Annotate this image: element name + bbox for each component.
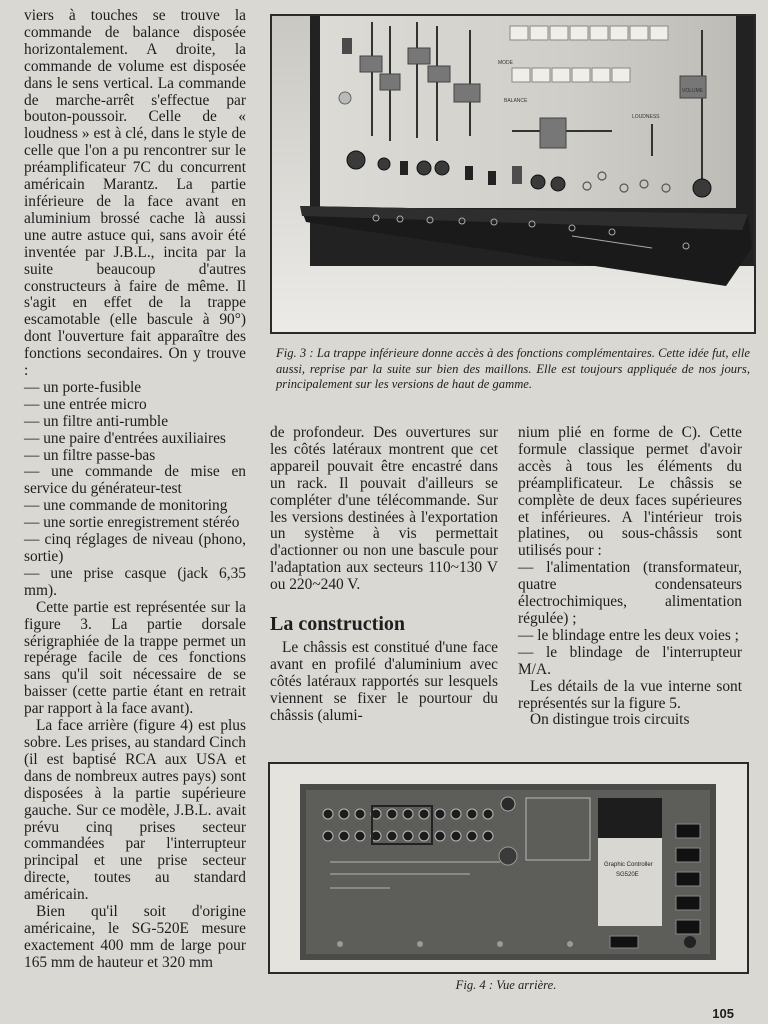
list-item: — une commande de mise en service du générateur-test [24,463,246,498]
section-heading: La construction [270,613,405,636]
loudness-label: LOUDNESS [632,114,660,120]
paragraph: On distingue trois circuits [530,711,690,729]
list-item: — cinq réglages de niveau (phono, sortie) [24,531,246,565]
list-item: — une prise casque (jack 6,35 mm). [24,564,246,599]
figure-4-rear-panel-photo [268,762,749,974]
list-item: — un filtre anti-rumble [24,412,169,430]
rear-panel-illustration [270,764,747,972]
figure-4-caption: Fig. 4 : Vue arrière. [455,978,557,992]
list-item: — le blindage de l'interrupteur M/A. [518,643,742,678]
list-item: — l'alimentation (transformateur, quatre condensateurs électrochimiques, alimentation régulée) ; [518,559,742,627]
list-item: — une commande de monitoring [24,497,228,515]
paragraph: Les détails de la vue interne sont représentés sur la figure 5. [518,677,742,712]
brand-plate-label: Graphic Controller [604,862,653,868]
paragraph: La face arrière (figure 4) est plus sobre. Les prises, au standard Cinch (il est baptisé RCA aux USA et dans de nombreux autres pays) sont disposées à la partie supérieure gauche. Sur ce modèle, J.B.L. avait prévu cinq prises secteur commandées par l'interrupteur principal et une prise secteur directe, toutes au standard américain. [24,717,246,904]
list-item: — un porte-fusible [24,378,142,396]
paragraph: Cette partie est représentée sur la figure 3. La partie dorsale sérigraphiée de la trappe permet un repérage facile de ces fonctions sans qu'il soit nécessaire de se baisser (cette partie étant en retrait par rapport à la face avant). [24,598,246,718]
paragraph: Le châssis est constitué d'une face avant en profilé d'aluminium avec côtés latéraux rapportés sur lesquels viennent se fixer le pourtour du châssis (alumi- [270,639,498,724]
mode-label: MODE [498,60,513,66]
volume-label: VOLUME [682,88,704,94]
figure-3-front-panel-photo [270,14,756,334]
list-item: — un filtre passe-bas [24,446,156,464]
paragraph: nium plié en forme de C). Cette formule classique permet d'avoir accès à tous les éléments du préamplificateur. Le châssis se complète de deux faces supérieures et inférieures. A l'intérieur trois platines, ou sous-châssis sont utilisés pour : [518,424,742,560]
text-column-3 [518,425,742,729]
list-item: — une sortie enregistrement stéréo [24,514,240,532]
figure-3-caption: Fig. 3 : La trappe inférieure donne accès à des fonctions complémentaires. Cette idée fut, elle aussi, reprise par la suite sur bien des maillons. Elle est toujours appliquée de nos jours, principalement sur les versions de haut de gamme. [276,346,750,391]
list-item: — une paire d'entrées auxiliaires [24,429,226,447]
page-number: 105 [712,1006,734,1021]
text-column-1 [24,8,246,972]
list-item: — le blindage entre les deux voies ; [518,626,739,644]
paragraph: Bien qu'il soit d'origine américaine, le SG-520E mesure exactement 400 mm de large pour 165 mm de hauteur et 320 mm [24,903,246,971]
paragraph: de profondeur. Des ouvertures sur les côtés latéraux montrent que cet appareil pouvait être encastré dans un rack. Il pouvait d'ailleurs se compléter d'une télécommande. Sur les versions destinées à l'exportation un système à vis permettait d'actionner ou non une bascule pour l'adaptation aux secteurs 110~130 V ou 220~240 V. [270,424,498,594]
list-item: — une entrée micro [24,395,147,413]
balance-label: BALANCE [504,98,528,104]
text-column-2 [270,425,498,725]
model-label: SG520E [616,872,639,878]
paragraph: viers à touches se trouve la commande de balance disposée horizontalement. A droite, la commande de volume est disposée dans le sens vertical. La commande de marche-arrêt s'effectue par bouton-poussoir. Celle de « loudness » est à clé, dans le style de celle que l'on a pu rencontrer sur le préamplificateur 7C du concurrent américain Marantz. La partie inférieure de la face avant en aluminium brossé cache là aussi une autre astuce qui, sans avoir été inventée par J.B.L., incita par la suite beaucoup d'autres constructeurs à faire de même. Il s'agit en effet de la trappe escamotable (elle bascule à 90°) dont l'ouverture fait apparaître des fonctions secondaires. On y trouve : [24,7,246,380]
front-panel-illustration [272,16,754,332]
